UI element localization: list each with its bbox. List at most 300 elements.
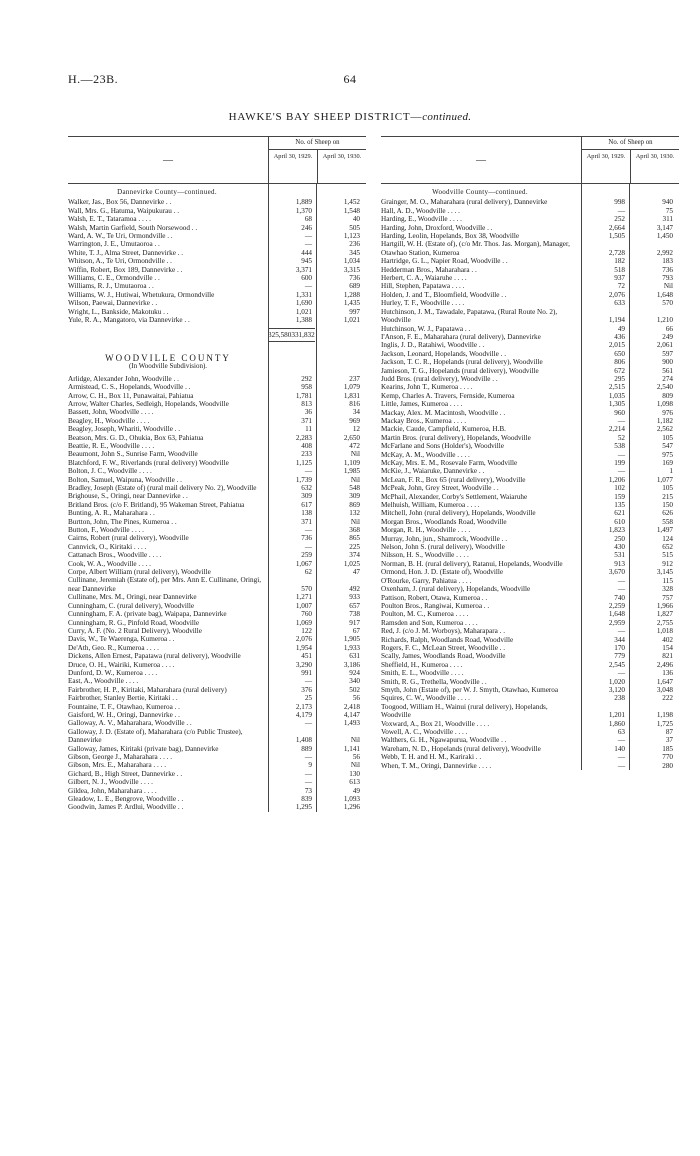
table-row [68, 257, 366, 265]
table-row [68, 526, 366, 534]
table-row [381, 560, 679, 568]
owner-name: Gildea, John, Maharahara . . . . [68, 786, 157, 795]
sheep-1930: 1,079 [343, 383, 360, 392]
sheep-1930: 87 [665, 728, 673, 736]
sheep-1930: 169 [662, 459, 673, 467]
sheep-1929: 1,295 [295, 803, 312, 812]
sheep-1930: 738 [349, 610, 360, 619]
sheep-1929: 1,860 [608, 719, 625, 728]
sheep-1929: 531 [614, 551, 625, 560]
sheep-1930: 809 [662, 391, 673, 400]
table-row [381, 619, 679, 627]
sheep-1930: 1,288 [343, 290, 360, 299]
owner-name: Mitchell, John (rural delivery), Hopelands, Woodville [381, 509, 536, 518]
owner-name: Galloway, James, Kiritaki (private bag), Dannevirke [68, 744, 219, 753]
sheep-1929: — [304, 282, 312, 291]
sheep-1929: — [617, 627, 625, 636]
right-table-body [381, 184, 679, 770]
table-row [381, 367, 679, 375]
sheep-1930: 548 [349, 484, 360, 492]
table-row [68, 308, 366, 316]
table-row [68, 215, 366, 223]
owner-name: Warrington, J. E., Umutaoroa . . [68, 240, 160, 249]
owner-name: Button, F., Woodville . . . . [68, 526, 144, 535]
sheep-1930: 1,493 [343, 719, 360, 728]
sheep-1930: Nil [350, 736, 360, 745]
sheep-1929: — [304, 778, 312, 787]
sheep-1929: 250 [614, 534, 625, 543]
owner-name: Harding, E., Woodville . . . . [381, 215, 462, 224]
sheep-1929: 806 [614, 358, 625, 367]
owner-name: Arrow, C. H., Box 11, Punawaitai, Pahiatua [68, 391, 194, 400]
sheep-1930: 1,021 [343, 316, 360, 325]
sheep-1929: 3,290 [295, 660, 312, 669]
owner-name: Galloway, A. V., Maharahara, Woodville . . [68, 719, 192, 728]
header-col-1930: April 30, 1930. [317, 150, 366, 183]
sheep-1930: 222 [662, 694, 673, 703]
sheep-1929: 444 [301, 248, 312, 257]
owner-name: Williams, R. J., Umutaoroa . . [68, 282, 154, 291]
sheep-1930: 1,725 [656, 719, 673, 728]
owner-name: Morgan Bros., Woodlands Road, Woodville [381, 517, 507, 526]
table-row [381, 484, 679, 492]
owner-name: Mackie, Caude, Campfield, Kumeroa, H.B. [381, 425, 506, 434]
sheep-1930: 492 [349, 584, 360, 593]
table-row [68, 534, 366, 542]
owner-name: Wiffin, Robert, Box 189, Dannevirke . . [68, 265, 183, 274]
sheep-1929: 36 [304, 408, 312, 417]
sheep-1930: 154 [662, 643, 673, 652]
table-row [68, 686, 366, 694]
owner-name: Smith, E. L., Woodville . . . . [381, 669, 464, 678]
table-row [381, 207, 679, 215]
owner-name: McKie, J., Waiaruke, Dannevirke . . [381, 467, 485, 476]
sheep-1930: 1,450 [656, 232, 673, 241]
table-row [68, 711, 366, 719]
sheep-1930: 40 [352, 215, 360, 224]
sheep-1930: Nil [350, 517, 360, 526]
sheep-1930: 2,540 [656, 383, 673, 392]
sheep-1929: 1,035 [608, 391, 625, 400]
sheep-1929: 913 [614, 559, 625, 568]
table-row [68, 442, 366, 450]
left-table [68, 136, 366, 812]
owner-name: Nilsson, H. S., Woodville . . . . [381, 551, 469, 560]
sheep-1929: 1,067 [295, 559, 312, 568]
owner-name: Yule, R. A., Mangatoro, via Dannevirke . . [68, 316, 190, 325]
sheep-1930: 1,647 [656, 677, 673, 686]
sheep-1929: 259 [301, 551, 312, 560]
sheep-1929: 292 [301, 374, 312, 383]
header-col-1929: April 30, 1929. [586, 153, 626, 160]
sheep-1929: 4,179 [295, 710, 312, 719]
sheep-1930: 626 [662, 509, 673, 518]
owner-name: Squires, C. W., Woodville . . . . [381, 694, 470, 703]
sheep-1929: 889 [301, 744, 312, 753]
sheep-1930: 547 [662, 442, 673, 451]
owner-name: Bassett, John, Woodville . . . . [68, 408, 154, 417]
owner-name: Jackson, Leonard, Hopelands, Woodville . . [381, 349, 507, 358]
sheep-1930: 505 [349, 223, 360, 232]
sheep-1930: 274 [662, 374, 673, 383]
header-group [581, 137, 679, 183]
table-row [68, 719, 366, 727]
table-row [381, 434, 679, 442]
sheep-1929: — [304, 542, 312, 551]
total-1929: 325,580 [268, 328, 291, 342]
owner-name: Gibson, George J., Maharahara . . . . [68, 753, 173, 761]
sheep-1930: 2,992 [656, 248, 673, 257]
table-row [68, 627, 366, 635]
sheep-1929: 1,739 [295, 475, 312, 484]
sheep-1929: 1,954 [295, 643, 312, 652]
sheep-1929: 1,021 [295, 307, 312, 316]
sheep-1930: 56 [352, 694, 360, 703]
sheep-1929: 430 [614, 543, 625, 552]
table-row [68, 795, 366, 803]
table-row [68, 484, 366, 492]
owner-name: McFarlane and Sons (Holder's), Woodville [381, 442, 504, 451]
sheep-1929: — [617, 450, 625, 459]
sheep-1930: 1,966 [656, 601, 673, 610]
sheep-1929: 672 [614, 366, 625, 375]
owner-name: Williams, C. E., Ormondville . . [68, 274, 160, 283]
table-row [68, 778, 366, 786]
table-row [381, 467, 679, 475]
sheep-1929: 25 [304, 694, 312, 703]
owner-name: Cullinane, Jeremiah (Estate of), per Mrs. Ann E. Cullinane, Oringi, near Dannevirke [68, 576, 262, 593]
owner-name: Curry, A. F. (No. 2 Rural Delivery), Woodville [68, 626, 202, 635]
owner-name: Hartgill, W. H. (Estate of), (c/o Mr. Thos. Jas. Morgan), Manager, Otawhao Station, Kumeroa [381, 240, 570, 257]
sheep-1930: 1,098 [656, 400, 673, 409]
sheep-1930: 1,034 [343, 257, 360, 266]
owner-name: Beaumont, John S., Sunrise Farm, Woodville [68, 450, 198, 459]
table-row [381, 358, 679, 366]
sheep-1930: 4,147 [343, 710, 360, 719]
table-row [381, 476, 679, 484]
owner-name: O'Rourke, Garry, Pahiatua . . . . [381, 576, 472, 585]
sheep-1929: 1,823 [608, 526, 625, 535]
table-row [68, 266, 366, 274]
sheep-1929: — [304, 526, 312, 535]
sheep-1929: 1,206 [608, 475, 625, 484]
sheep-1930: 1 [669, 467, 673, 476]
sheep-1929: 1,781 [295, 391, 312, 400]
sheep-1929: 1,069 [295, 618, 312, 627]
sheep-1929: 371 [301, 517, 312, 526]
sheep-1930: 185 [662, 744, 673, 753]
sheep-1930: 340 [349, 677, 360, 686]
sheep-1929: — [617, 576, 625, 585]
sheep-1929: 63 [617, 728, 625, 736]
sheep-1929: 344 [614, 635, 625, 644]
table-row [381, 585, 679, 593]
table-row [381, 451, 679, 459]
table-row [381, 215, 679, 223]
title-continued: continued. [422, 111, 472, 123]
sheep-1930: 657 [349, 601, 360, 610]
sheep-1930: 976 [662, 408, 673, 417]
owner-name: Gichard, B., High Street, Dannevirke . . [68, 769, 183, 778]
table-row [68, 803, 366, 811]
sheep-1929: 1,020 [608, 677, 625, 686]
sheep-1929: — [304, 769, 312, 778]
sheep-1929: 632 [301, 484, 312, 492]
owner-name: Grainger, M. O., Maharahara (rural delivery), Dannevirke [381, 198, 548, 207]
sheep-1930: Nil [350, 761, 360, 770]
sheep-1929: — [304, 232, 312, 241]
sheep-1930: 900 [662, 358, 673, 367]
owner-name: White, T. J., Alma Street, Dannevirke . . [68, 248, 184, 257]
sheep-1930: 1,905 [343, 635, 360, 644]
table-row [381, 299, 679, 307]
table-row [381, 350, 679, 358]
sheep-1930: 124 [662, 534, 673, 543]
section-heading: Dannevirke County—continued. [117, 188, 217, 196]
header-group-label: No. of Sheep on [582, 137, 679, 150]
table-row [381, 703, 679, 720]
table-row [68, 476, 366, 484]
table-row [68, 610, 366, 618]
table-row [381, 509, 679, 517]
sheep-1930: 3,147 [656, 223, 673, 232]
sheep-1930: 558 [662, 517, 673, 526]
sheep-1930: 3,145 [656, 568, 673, 577]
table-row [68, 644, 366, 652]
sheep-1929: 1,388 [295, 316, 312, 325]
table-row [381, 526, 679, 534]
sheep-1930: 865 [349, 534, 360, 543]
table-row [381, 518, 679, 526]
sheep-1929: 621 [614, 509, 625, 518]
table-row [68, 434, 366, 442]
sheep-1930: 631 [349, 652, 360, 661]
sheep-1929: 2,076 [295, 635, 312, 644]
owner-name: Corpe, Albert William (rural delivery), Woodville [68, 568, 211, 577]
sheep-1930: 49 [352, 786, 360, 795]
sheep-1930: 2,418 [343, 702, 360, 711]
sheep-1929: 839 [301, 795, 312, 804]
section-heading-county: WOODVILLE COUNTY [105, 352, 231, 363]
sheep-1929: — [617, 416, 625, 425]
sheep-1930: 917 [349, 618, 360, 627]
owner-name: Burtton, John, The Pines, Kumeroa . . [68, 517, 177, 526]
owner-name: Kearins, John T., Kumeroa . . . . [381, 383, 473, 392]
table-row [68, 383, 366, 391]
table-row [381, 417, 679, 425]
owner-name: Cairns, Robert (rural delivery), Woodville [68, 534, 189, 543]
table-row [68, 375, 366, 383]
owner-name: Webb, T. H. and H. M., Kariraki . . [381, 753, 482, 762]
owner-name: Galloway, J. D. (Estate of), Maharahara (c/o Public Trustee), Dannevirke [68, 727, 243, 745]
sheep-1929: 1,505 [608, 232, 625, 241]
owner-name: Harding, John, Droxford, Woodville . . [381, 223, 493, 232]
sheep-1930: 1,497 [656, 526, 673, 535]
sheep-1929: — [617, 467, 625, 476]
sheep-1930: 37 [665, 736, 673, 745]
owner-name: Fairbrother, Stanley Bertie, Kiritaki . . [68, 694, 178, 703]
sheep-1930: 1,093 [343, 795, 360, 804]
header-group-label: No. of Sheep on [269, 137, 366, 150]
sheep-1929: 779 [614, 652, 625, 661]
sheep-1930: 940 [662, 198, 673, 207]
owner-name: Wilson, Paewai, Dannevirke . . [68, 299, 158, 308]
table-row [381, 652, 679, 660]
owner-name: Gilbert, N. J., Woodville . . . . [68, 778, 153, 787]
table-row [381, 400, 679, 408]
owner-name: De'Ath, Geo. R., Kumeroa . . . . [68, 643, 159, 652]
table-row [68, 408, 366, 416]
sheep-1929: 233 [301, 450, 312, 459]
sheep-1929: 2,259 [608, 601, 625, 610]
sheep-1929: — [304, 467, 312, 476]
owner-name: Hutchinson, J. M., Tawadale, Papatawa, (Rural Route No. 2), Woodville [381, 307, 558, 325]
sheep-1929: 246 [301, 223, 312, 232]
owner-name: Harding, Leolin, Hopelands, Box 38, Woodville [381, 232, 520, 241]
table-row [381, 442, 679, 450]
owner-name: McPhail, Alexander, Corby's Settlement, Waiaruhe [381, 492, 528, 501]
table-row [68, 249, 366, 257]
sheep-1929: 991 [301, 668, 312, 677]
sheep-1930: 150 [662, 501, 673, 510]
owner-name: Poulton, M. C., Kumeroa . . . . [381, 610, 469, 619]
sheep-1930: 1,141 [343, 744, 360, 753]
header-group [268, 137, 366, 183]
sheep-1929: 610 [614, 517, 625, 526]
owner-name: Murray, John, jun., Shamrock, Woodville . . [381, 534, 507, 543]
sheep-1929: 1,331 [295, 290, 312, 299]
sheep-1929: 813 [301, 399, 312, 408]
table-row [68, 770, 366, 778]
owner-name: Morgan, R. H., Woodville . . . . [381, 526, 471, 535]
sheep-1929: 376 [301, 685, 312, 694]
owner-name: Wall, Mrs. G., Hatuma, Waipukurau . . [68, 206, 180, 215]
table-row [68, 787, 366, 795]
sheep-1930: 1,827 [656, 610, 673, 619]
sheep-1929: 451 [301, 652, 312, 661]
sheep-1930: 66 [665, 324, 673, 333]
sheep-1930: 311 [662, 215, 673, 224]
sheep-1930: 2,496 [656, 660, 673, 669]
sheep-1930: 2,755 [656, 618, 673, 627]
table-row [68, 669, 366, 677]
sheep-1930: 689 [349, 282, 360, 291]
sheep-1930: 1,296 [343, 803, 360, 812]
sheep-1930: 328 [662, 585, 673, 594]
table-row [381, 383, 679, 391]
sheep-1929: 3,670 [608, 568, 625, 577]
table-row [381, 224, 679, 232]
table-row [381, 636, 679, 644]
sheep-1930: 997 [349, 307, 360, 316]
sheep-1929: 371 [301, 416, 312, 425]
owner-name: When, T. M., Oringi, Dannevirke . . . . [381, 761, 492, 770]
table-row [68, 728, 366, 745]
sheep-1930: 924 [349, 668, 360, 677]
sheep-1930: 969 [349, 416, 360, 425]
sheep-1930: 736 [349, 274, 360, 283]
sheep-1929: 1,271 [295, 593, 312, 602]
sheep-1930: 1,123 [343, 232, 360, 241]
owner-name: Hurley, T. F., Woodville . . . . [381, 299, 465, 308]
sheep-1930: 736 [662, 265, 673, 274]
table-row [381, 308, 679, 325]
sheep-1930: 47 [352, 568, 360, 577]
owner-name: Gaisford, W. H., Oringi, Dannevirke . . [68, 710, 180, 719]
owner-name: Poulton Bros., Rangiwai, Kumeroa . . [381, 601, 490, 610]
owner-name: Walker, Jas., Box 56, Dannevirke . . [68, 198, 172, 207]
table-row [381, 274, 679, 282]
table-row [68, 753, 366, 761]
owner-name: Bolton, J. C., Woodville . . . . [68, 467, 152, 476]
sheep-1929: 138 [301, 509, 312, 518]
owner-name: Vowell, A. C., Woodville . . . . [381, 728, 468, 736]
owner-name: Druce, O. H., Wairiki, Kumeroa . . . . [68, 660, 175, 669]
section-subheading: (In Woodville Subdivision). [128, 362, 208, 371]
table-row [381, 198, 679, 206]
sheep-1929: 2,664 [608, 223, 625, 232]
page-reference: H.—23B. [68, 72, 119, 86]
owner-name: Cunningham, F. A. (private bag), Waipapa, Dannevirke [68, 610, 227, 619]
owner-name: Nelson, John S. (rural delivery), Woodville [381, 543, 505, 552]
table-row [381, 291, 679, 299]
sheep-1929: 1,690 [295, 299, 312, 308]
owner-name: Richards, Ralph, Woodlands Road, Woodville [381, 635, 514, 644]
total-1930: 331,832 [291, 328, 314, 342]
owner-name: Mackay Bros., Kumeroa . . . . [381, 416, 467, 425]
sheep-1930: 1,435 [343, 299, 360, 308]
sheep-1930: 472 [349, 441, 360, 450]
table-row [68, 291, 366, 299]
sheep-1930: 1,985 [343, 467, 360, 476]
owner-name: Fairbrother, H. P., Kiritaki, Maharahara (rural delivery) [68, 685, 227, 694]
table-row [381, 736, 679, 744]
sheep-1930: 561 [662, 366, 673, 375]
sheep-1929: 2,283 [295, 433, 312, 442]
owner-name: Gleadow, L. E., Bengrove, Woodville . . [68, 795, 184, 804]
sheep-1930: Nil [663, 282, 673, 291]
owner-name: Cullinane, Mrs. M., Oringi, near Dannevirke [68, 593, 197, 602]
table-row [68, 568, 366, 576]
owner-name: I'Anson, F. E., Maharahara (rural delivery), Dannevirke [381, 332, 541, 341]
owner-name: Arlidge, Alexander John, Woodville . . [68, 374, 179, 383]
table-row [381, 375, 679, 383]
sheep-1930: 1,109 [343, 458, 360, 467]
total-row [68, 328, 366, 342]
sheep-1929: 740 [614, 593, 625, 602]
sheep-1930: 770 [662, 753, 673, 762]
sheep-1929: — [617, 753, 625, 762]
table-row [68, 543, 366, 551]
table-row [381, 728, 679, 736]
header-col-1929: April 30, 1929. [273, 153, 313, 160]
sheep-1929: 122 [301, 626, 312, 635]
sheep-1929: — [304, 753, 312, 761]
sheep-1930: 869 [349, 500, 360, 509]
owner-name: Hall, A. D., Woodville . . . . [381, 206, 460, 215]
owner-name: Beattie, R. E., Woodville . . . . [68, 441, 155, 450]
owner-name: Britland Bros. (c/o F. Britland), 95 Wakeman Street, Pahiatua [68, 500, 245, 509]
sheep-1929: 102 [614, 484, 625, 493]
owner-name: Martin Bros. (rural delivery), Hopelands, Woodville [381, 433, 531, 442]
table-row [381, 232, 679, 240]
owner-name: Cook, W. A., Woodville . . . . [68, 559, 151, 568]
table-row [68, 602, 366, 610]
table-row [381, 661, 679, 669]
owner-name: Sheffield, H., Kumeroa . . . . [381, 660, 463, 669]
sheep-1930: 515 [662, 551, 673, 560]
table-row [68, 450, 366, 458]
